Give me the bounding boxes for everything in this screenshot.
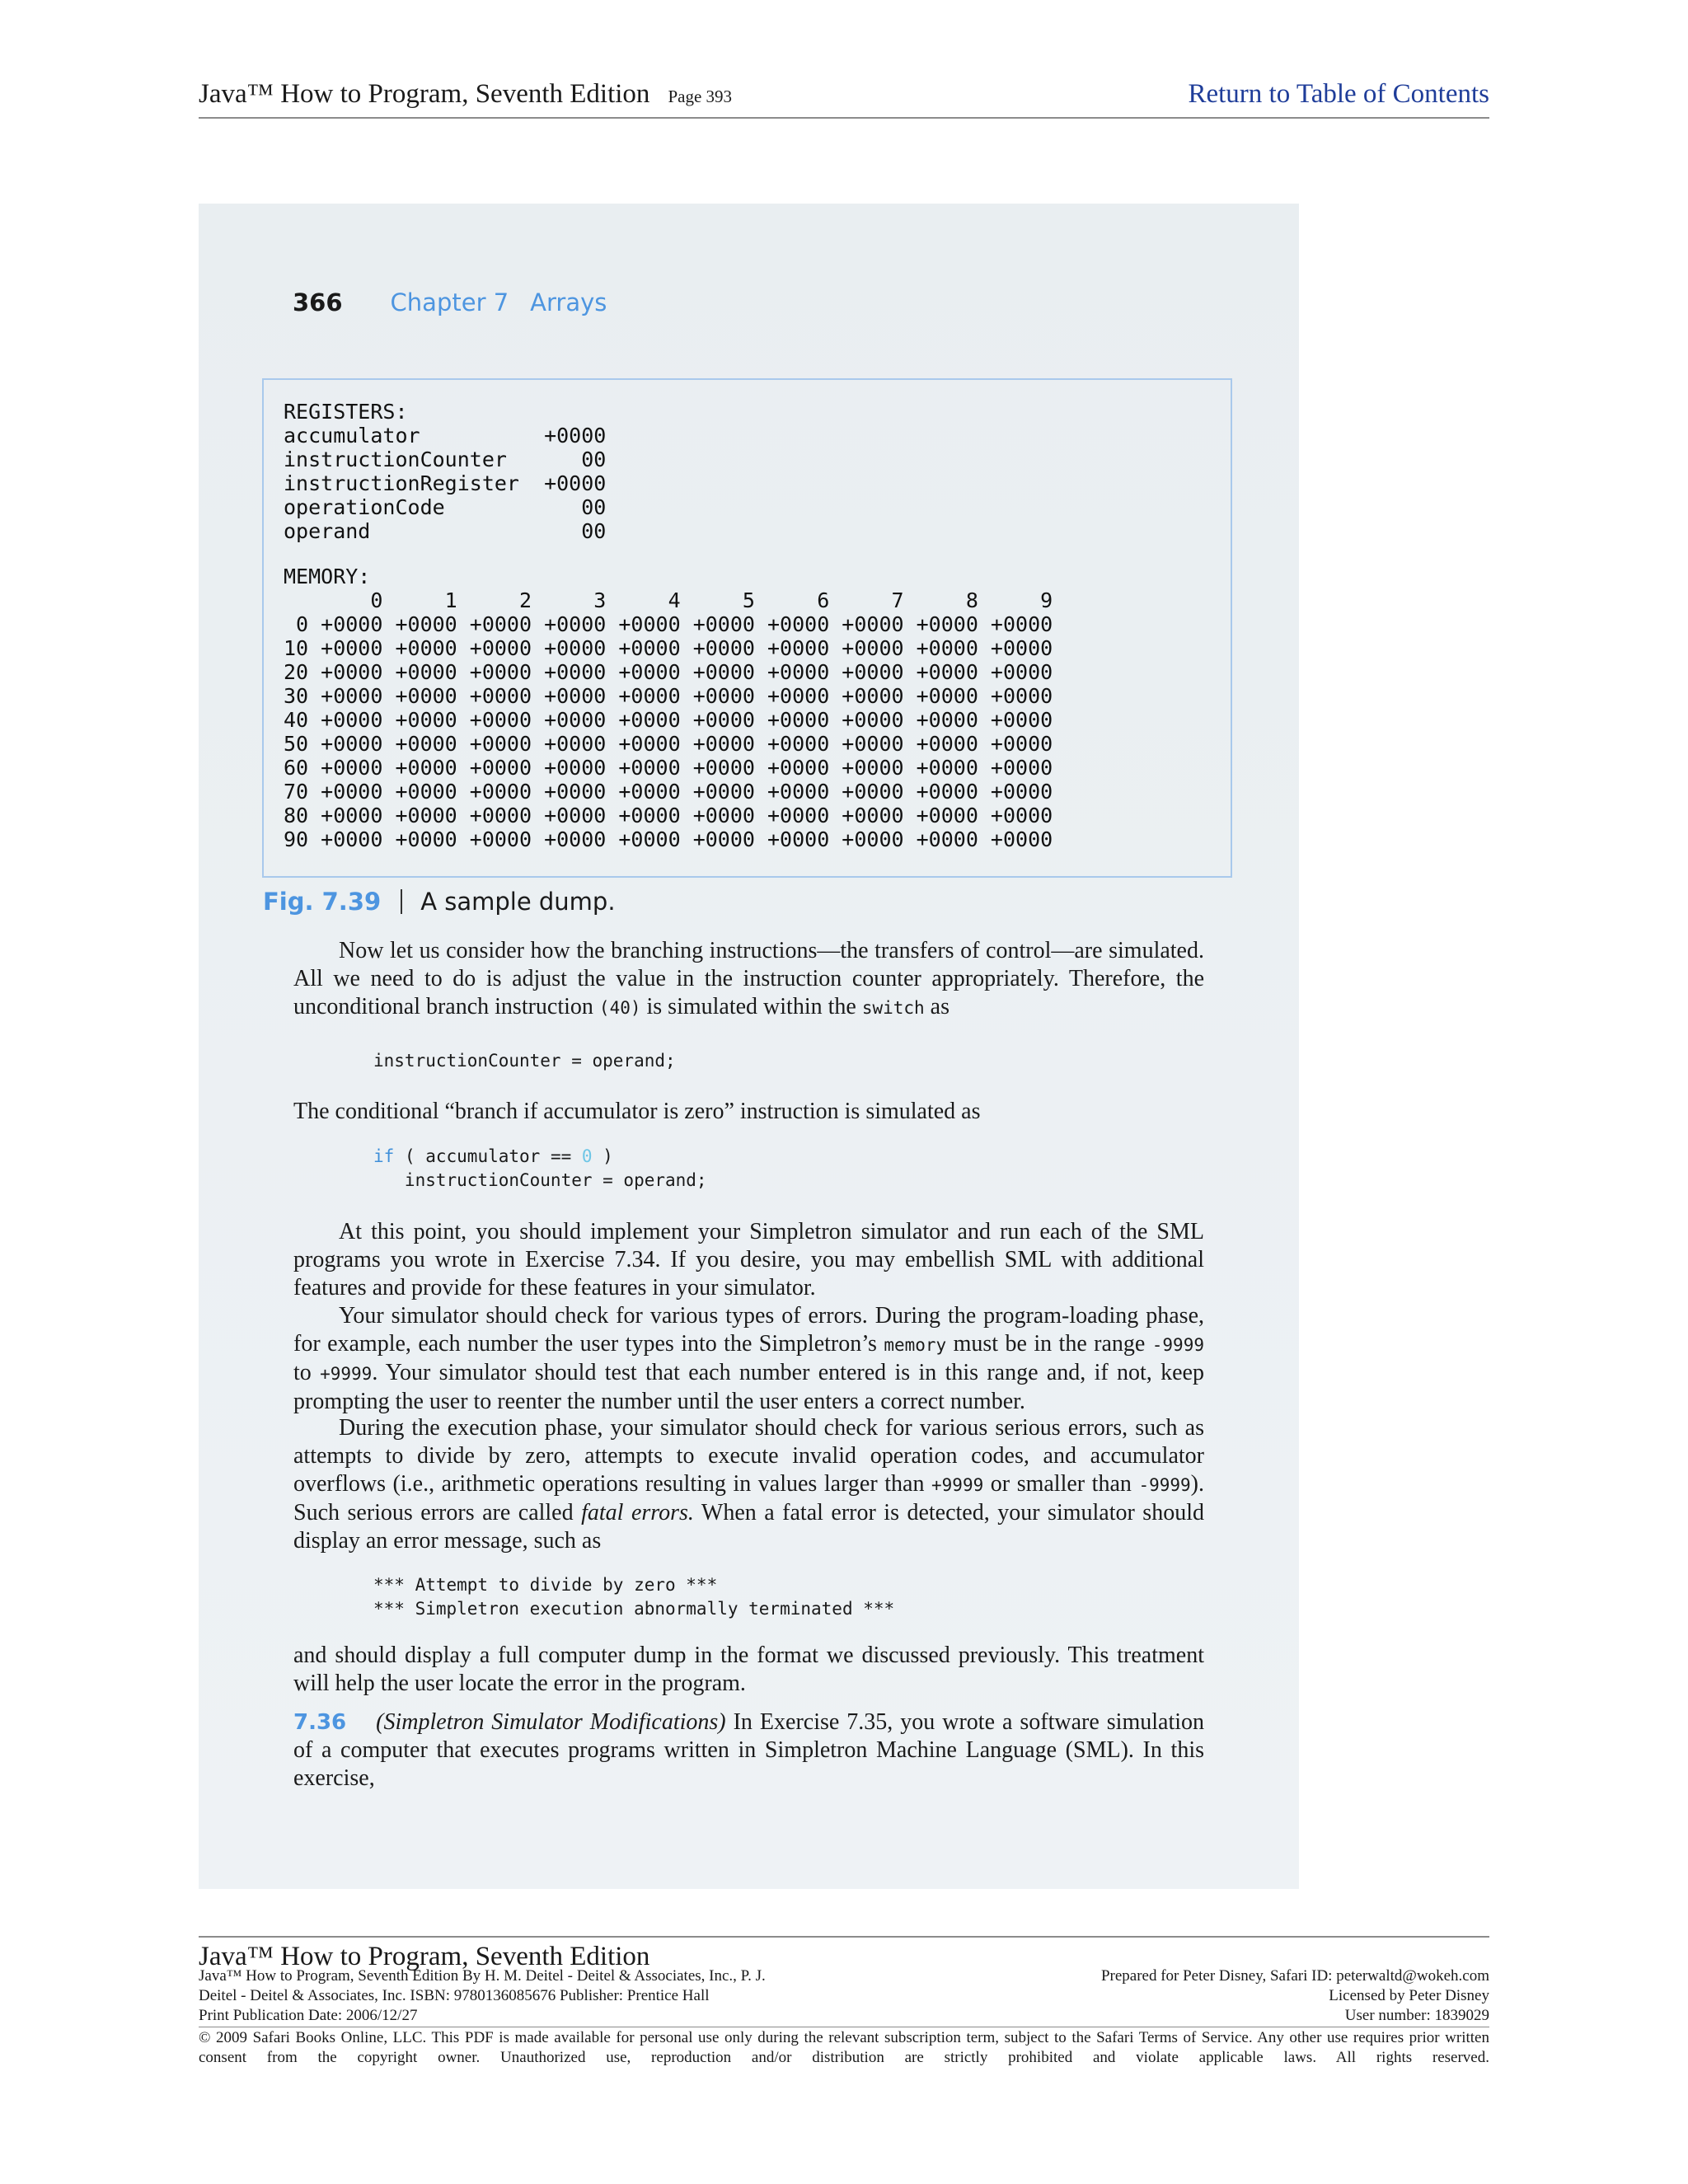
registers-block xyxy=(284,400,606,543)
register-operand: operand 00 xyxy=(284,519,607,543)
book-title xyxy=(199,79,732,110)
p5-text: ). Such serious errors are called xyxy=(293,1471,1204,1526)
footer-line: Licensed by Peter Disney xyxy=(1329,1987,1489,2004)
register-operation-code: operationCode 00 xyxy=(284,495,607,519)
caption-divider xyxy=(401,889,402,914)
code-keyword: if xyxy=(373,1146,395,1166)
memory-row: 70 +0000 +0000 +0000 +0000 +0000 +0000 +0000 +0000 +0000 +0000 xyxy=(284,780,1053,804)
memory-row: 30 +0000 +0000 +0000 +0000 +0000 +0000 +0000 +0000 +0000 +0000 xyxy=(284,684,1053,708)
memory-row: 50 +0000 +0000 +0000 +0000 +0000 +0000 +0000 +0000 +0000 +0000 xyxy=(284,732,1053,756)
memory-row: 40 +0000 +0000 +0000 +0000 +0000 +0000 +0000 +0000 +0000 +0000 xyxy=(284,708,1053,732)
figure-caption-text: A sample dump. xyxy=(420,888,616,916)
chapter-name: Arrays xyxy=(530,288,607,316)
memory-row: 80 +0000 +0000 +0000 +0000 +0000 +0000 +0000 +0000 +0000 +0000 xyxy=(284,804,1053,827)
memory-row: 10 +0000 +0000 +0000 +0000 +0000 +0000 +0000 +0000 +0000 +0000 xyxy=(284,636,1053,660)
memory-row: 60 +0000 +0000 +0000 +0000 +0000 +0000 +0000 +0000 +0000 +0000 xyxy=(284,756,1053,780)
p5-text: During the execution phase, your simulator should check for various serious errors, such as attempts to divide by zero, attempts to execute invalid operation codes, and accumulator overflows (i.e., arithmetic operations resulting in values larger than xyxy=(293,1415,1204,1497)
exercise-7-36 xyxy=(293,1708,1204,1793)
p4-text: . Your simulator should test that each number entered is in this range and, if not, keep prompting the user to reenter the number until the user enters a correct number. xyxy=(293,1360,1204,1414)
p5-text: When a fatal error is detected, your simulator should display an error message, such as xyxy=(293,1500,1204,1554)
paragraph-fatal-errors xyxy=(293,1414,1204,1555)
code-snippet-conditional xyxy=(373,1145,707,1193)
inline-code: -9999 xyxy=(1151,1335,1204,1355)
paragraph-conditional: The conditional “branch if accumulator is zero” instruction is simulated as xyxy=(293,1099,981,1124)
footer-line: Print Publication Date: 2006/12/27 xyxy=(199,2007,418,2024)
emphasis: fatal errors. xyxy=(581,1500,694,1526)
inline-code: switch xyxy=(861,998,925,1018)
paragraph-dump: and should display a full computer dump in the format we discussed previously. This treatment will help the user locate the error in the program. xyxy=(293,1643,1204,1696)
memory-row: 20 +0000 +0000 +0000 +0000 +0000 +0000 +0000 +0000 +0000 +0000 xyxy=(284,660,1053,684)
memory-row: 90 +0000 +0000 +0000 +0000 +0000 +0000 +0000 +0000 +0000 +0000 xyxy=(284,827,1053,851)
figure-number: Fig. 7.39 xyxy=(263,888,382,916)
p1-text: Now let us consider how the branching instructions—the transfers of control—are simulated. All we need to do is adjust the value in the instruction counter appropriately. Therefore, the unconditional branch instruction xyxy=(293,938,1204,1019)
figure-caption xyxy=(263,888,616,916)
p1-end: as xyxy=(924,994,950,1019)
page-header xyxy=(199,76,1489,119)
footer-line: Prepared for Peter Disney, Safari ID: peterwaltd@wokeh.com xyxy=(1100,1967,1489,1985)
footer-line: Java™ How to Program, Seventh Edition By H. M. Deitel - Deitel & Associates, Inc., P. J. xyxy=(199,1967,766,1985)
chapter-label: Chapter 7 xyxy=(390,288,509,316)
code-snippet-branch: instructionCounter = operand; xyxy=(373,1051,676,1071)
p5-text: or smaller than xyxy=(983,1471,1139,1497)
p4-text: must be in the range xyxy=(946,1331,1152,1357)
exercise-text: In Exercise 7.35, you wrote a software simulation of a computer that executes programs written in Simpletron Machine Language (SML). In this exercise, xyxy=(293,1709,1204,1791)
running-head xyxy=(293,288,607,316)
footer-publication-info xyxy=(199,1966,766,2026)
code-text: *** Simpletron execution abnormally terminated *** xyxy=(373,1599,895,1619)
paragraph-implement: At this point, you should implement your Simpletron simulator and run each of the SML programs you wrote in Exercise 7.34. If you desire, you may embellish SML with additional features and provide for these features in your simulator. xyxy=(293,1219,1204,1301)
exercise-title: (Simpletron Simulator Modifications) xyxy=(376,1709,726,1735)
inline-code: +9999 xyxy=(320,1364,373,1384)
footer-title: Java™ How to Program, Seventh Edition xyxy=(199,1942,650,1971)
inline-code: memory xyxy=(884,1335,947,1355)
code-snippet-error-message xyxy=(373,1573,894,1621)
figure-dump-box xyxy=(262,378,1232,878)
code-number: 0 xyxy=(581,1146,593,1166)
paragraph-branching xyxy=(293,937,1204,1022)
code-text: *** Attempt to divide by zero *** xyxy=(373,1575,718,1595)
inline-code: -9999 xyxy=(1138,1475,1191,1495)
book-page-number: 366 xyxy=(293,288,343,316)
memory-label: MEMORY: xyxy=(284,565,371,588)
memory-rows xyxy=(284,612,1053,851)
paragraph-errors xyxy=(293,1302,1204,1416)
footer-copyright: © 2009 Safari Books Online, LLC. This PDF is made available for personal use only during the relevant subscription term, subject to the Safari Terms of Service. Any other use requires prior written consent from the copyright owner. Unauthorized use, reproduction and/or distribution are strictly prohibited and violate applicable laws. All rights reserved. xyxy=(199,2029,1489,2066)
code-text: ( accumulator == xyxy=(394,1146,582,1166)
page-label: Page 393 xyxy=(668,87,733,106)
inline-code: +9999 xyxy=(931,1475,984,1495)
registers-label: REGISTERS: xyxy=(284,400,408,424)
book-page xyxy=(199,204,1299,1889)
register-accumulator: accumulator +0000 xyxy=(284,424,607,448)
footer-line: Deitel - Deitel & Associates, Inc. ISBN: 9780136085676 Publisher: Prentice Hall xyxy=(199,1987,710,2004)
p1-mid: is simulated within the xyxy=(640,994,862,1019)
exercise-number: 7.36 xyxy=(293,1710,347,1735)
footer-line: User number: 1839029 xyxy=(1344,2007,1489,2024)
code-text: instructionCounter = operand; xyxy=(373,1170,707,1190)
memory-column-header: 0 1 2 3 4 5 6 7 8 9 xyxy=(284,588,1053,612)
code-text: ) xyxy=(592,1146,613,1166)
inline-code: (40) xyxy=(598,998,641,1018)
p4-text: to xyxy=(293,1360,321,1385)
p4-text: Your simulator should check for various types of errors. During the program-loading phase, for example, each number the user types into the Simpletron’s xyxy=(293,1303,1204,1357)
memory-row: 0 +0000 +0000 +0000 +0000 +0000 +0000 +0000 +0000 +0000 +0000 xyxy=(284,612,1053,636)
register-instruction-counter: instructionCounter 00 xyxy=(284,448,607,471)
book-title-text: Java™ How to Program, Seventh Edition xyxy=(199,79,650,109)
register-instruction-register: instructionRegister +0000 xyxy=(284,471,607,495)
return-to-toc-link[interactable]: Return to Table of Contents xyxy=(1188,79,1489,109)
footer-license-info xyxy=(1101,1966,1489,2026)
page-footer xyxy=(199,1936,1489,2069)
